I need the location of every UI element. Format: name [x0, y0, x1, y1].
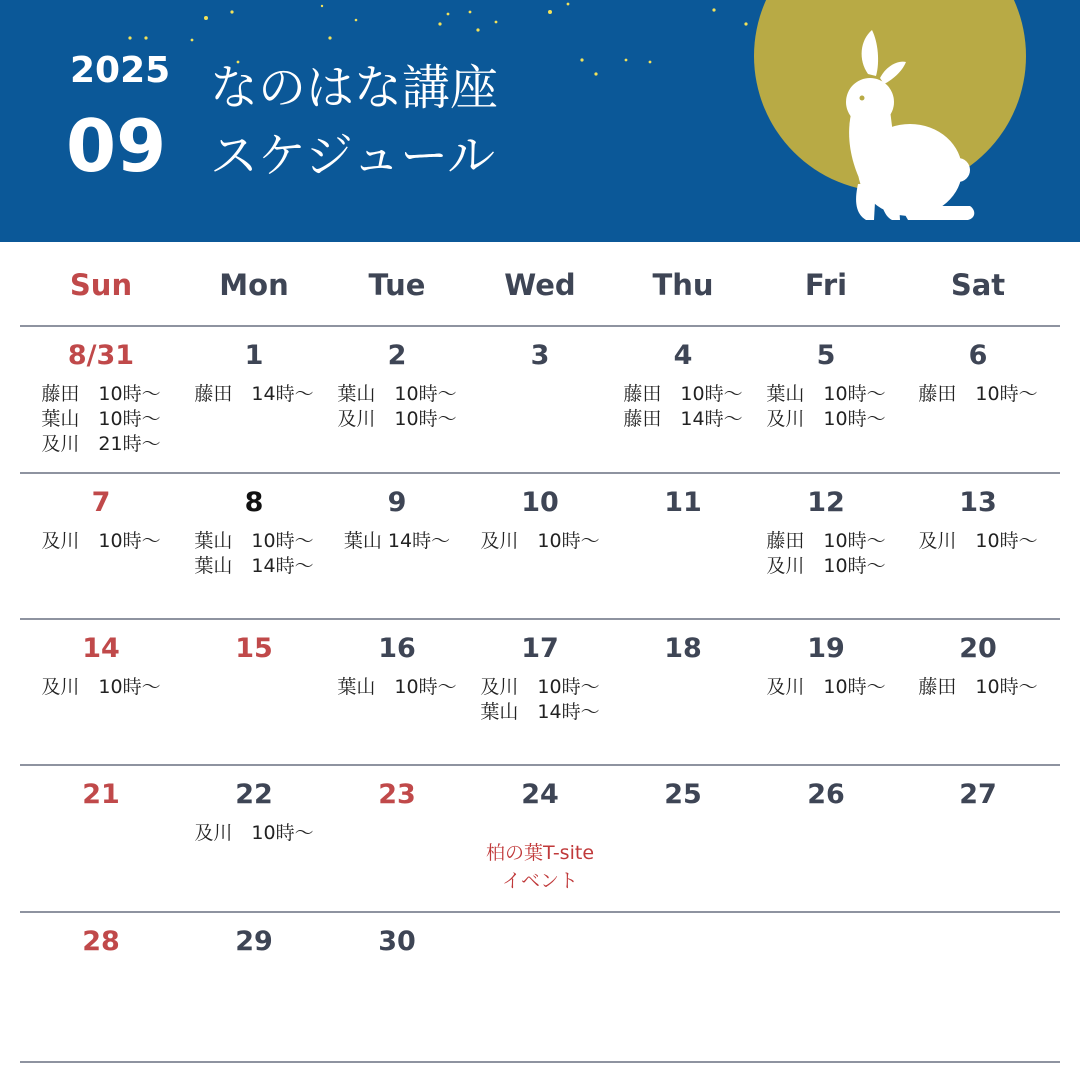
- event-list: [608, 382, 758, 432]
- event-item: 及川 10時〜: [766, 676, 886, 698]
- event-item: 及川 10時〜: [480, 676, 600, 698]
- day-number: 8: [244, 487, 264, 518]
- weekday-sat: Sat: [950, 268, 1006, 302]
- day-cell: [322, 326, 472, 466]
- weekday-wed: Wed: [504, 268, 576, 302]
- special-event: 柏の葉T-site イベント: [485, 842, 595, 892]
- day-number: 26: [807, 779, 845, 810]
- day-cell: [26, 912, 176, 1052]
- day-number: 20: [959, 633, 997, 664]
- event-list: [903, 529, 1053, 554]
- header-banner: [0, 0, 1080, 242]
- event-item: 葉山 14時〜: [343, 530, 451, 552]
- day-cell: [608, 326, 758, 466]
- event-list: [179, 529, 329, 579]
- event-item: 葉山 10時〜: [766, 383, 886, 405]
- weekday-tue: Tue: [368, 268, 426, 302]
- event-item: 及川 10時〜: [918, 530, 1038, 552]
- event-item: 藤田 10時〜: [918, 676, 1038, 698]
- event-list: [465, 675, 615, 725]
- day-cell: [179, 619, 329, 759]
- event-item: 及川 10時〜: [41, 676, 161, 698]
- event-item: 及川 10時〜: [766, 408, 886, 430]
- day-cell: [903, 326, 1053, 466]
- day-cell: [322, 473, 472, 613]
- day-number: 25: [664, 779, 702, 810]
- event-list: [26, 675, 176, 700]
- day-cell: [322, 912, 472, 1052]
- day-number: 8/31: [67, 340, 135, 371]
- event-list: [322, 529, 472, 554]
- event-list: [26, 529, 176, 554]
- day-cell: [179, 473, 329, 613]
- day-cell: [751, 765, 901, 905]
- row-divider: [20, 1061, 1060, 1063]
- row-divider: [20, 911, 1060, 913]
- event-item: 葉山 10時〜: [41, 408, 161, 430]
- day-cell: [903, 765, 1053, 905]
- event-item: 及川 10時〜: [194, 822, 314, 844]
- event-item: 藤田 10時〜: [623, 383, 743, 405]
- day-number: 28: [82, 926, 120, 957]
- day-number: 10: [521, 487, 559, 518]
- weekday-sun: Sun: [69, 268, 133, 302]
- day-number: 13: [959, 487, 997, 518]
- year-label: 2025: [70, 50, 171, 91]
- day-number: 17: [521, 633, 559, 664]
- day-cell: [465, 619, 615, 759]
- event-item: 及川 10時〜: [480, 530, 600, 552]
- day-cell: [179, 326, 329, 466]
- day-cell: [322, 619, 472, 759]
- day-cell: [179, 912, 329, 1052]
- day-number: 24: [521, 779, 559, 810]
- day-cell: [608, 619, 758, 759]
- event-list: [322, 675, 472, 700]
- event-item: 藤田 14時〜: [194, 383, 314, 405]
- day-cell: [26, 473, 176, 613]
- event-list: [751, 675, 901, 700]
- event-list: [751, 529, 901, 579]
- day-number: 14: [82, 633, 120, 664]
- event-item: 葉山 14時〜: [480, 701, 600, 723]
- event-item: 藤田 14時〜: [623, 408, 743, 430]
- day-number: 21: [82, 779, 120, 810]
- event-item: 葉山 10時〜: [337, 676, 457, 698]
- event-list: [26, 382, 176, 457]
- day-number: 23: [378, 779, 416, 810]
- event-item: 葉山 14時〜: [194, 555, 314, 577]
- day-cell: [26, 765, 176, 905]
- day-cell: [465, 473, 615, 613]
- event-list: [465, 529, 615, 554]
- moon-icon: [740, 0, 1060, 242]
- event-item: 及川 10時〜: [337, 408, 457, 430]
- page-title-line1: なのはな講座: [210, 60, 499, 116]
- event-item: 及川 10時〜: [41, 530, 161, 552]
- event-list: [322, 382, 472, 432]
- day-number: 19: [807, 633, 845, 664]
- day-cell: [26, 619, 176, 759]
- page-title-line2: スケジュール: [210, 128, 496, 184]
- event-item: 藤田 10時〜: [41, 383, 161, 405]
- event-item: 葉山 10時〜: [337, 383, 457, 405]
- day-number: 6: [968, 340, 988, 371]
- event-list: [179, 382, 329, 407]
- event-list: [751, 382, 901, 432]
- day-number: 22: [235, 779, 273, 810]
- weekday-fri: Fri: [804, 268, 848, 302]
- event-list: [903, 382, 1053, 407]
- event-item: 葉山 10時〜: [194, 530, 314, 552]
- day-number: 30: [378, 926, 416, 957]
- weekday-thu: Thu: [652, 268, 714, 302]
- day-cell: [322, 765, 472, 905]
- day-number: 5: [816, 340, 836, 371]
- event-item: 藤田 10時〜: [918, 383, 1038, 405]
- day-number: 9: [387, 487, 407, 518]
- day-cell: [465, 326, 615, 466]
- day-cell: [608, 765, 758, 905]
- day-number: 3: [530, 340, 550, 371]
- day-number: 27: [959, 779, 997, 810]
- day-number: 11: [664, 487, 702, 518]
- day-cell: [26, 326, 176, 466]
- day-number: 4: [673, 340, 693, 371]
- event-item: 藤田 10時〜: [766, 530, 886, 552]
- day-number: 1: [244, 340, 264, 371]
- day-cell: [903, 619, 1053, 759]
- day-number: 15: [235, 633, 273, 664]
- day-number: 2: [387, 340, 407, 371]
- day-cell: [751, 619, 901, 759]
- day-cell: [903, 473, 1053, 613]
- weekday-mon: Mon: [219, 268, 289, 302]
- event-item: 及川 21時〜: [41, 433, 161, 455]
- day-cell: [608, 473, 758, 613]
- event-list: [903, 675, 1053, 700]
- month-label: 09: [66, 104, 167, 188]
- day-cell: [465, 765, 615, 905]
- day-cell: [179, 765, 329, 905]
- day-number: 12: [807, 487, 845, 518]
- day-number: 18: [664, 633, 702, 664]
- day-number: 7: [91, 487, 111, 518]
- event-item: 及川 10時〜: [766, 555, 886, 577]
- day-cell: [751, 473, 901, 613]
- day-number: 16: [378, 633, 416, 664]
- day-cell: [751, 326, 901, 466]
- day-number: 29: [235, 926, 273, 957]
- weekday-header: [20, 268, 1060, 312]
- event-list: [179, 821, 329, 846]
